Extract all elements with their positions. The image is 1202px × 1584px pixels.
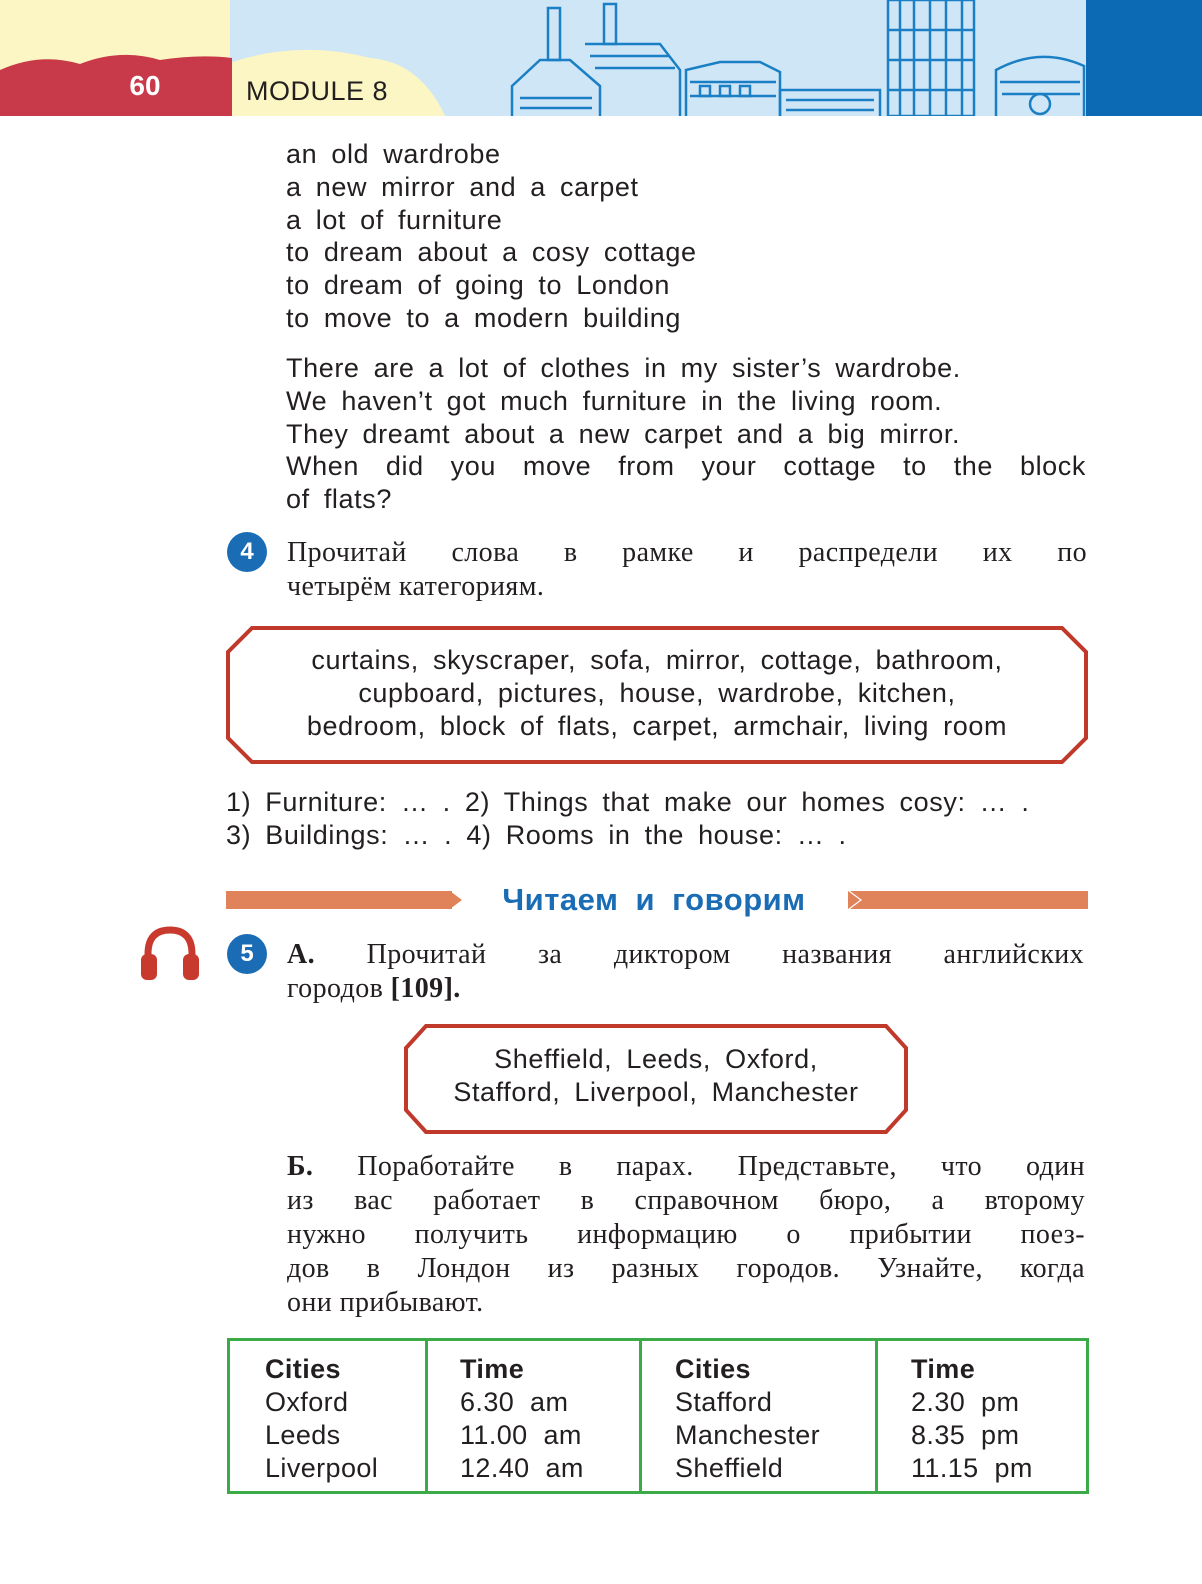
phrase-item: to dream about a cosy cottage bbox=[286, 237, 697, 268]
task5a-text: Прочитай за диктором названия английских bbox=[366, 939, 1084, 970]
word-box-line: bedroom, block of flats, carpet, armchair, living room bbox=[306, 710, 1008, 741]
cities-box bbox=[404, 1024, 908, 1134]
task4-instruction bbox=[287, 536, 1087, 604]
table-cell: Stafford bbox=[675, 1387, 773, 1417]
task5b-label: Б. bbox=[287, 1151, 314, 1182]
module-label: MODULE 8 bbox=[246, 76, 389, 106]
table-cell: 12.40 am bbox=[460, 1453, 584, 1483]
sentence-line: We haven’t got much furniture in the living room. bbox=[286, 385, 943, 416]
column-header: Cities bbox=[265, 1354, 341, 1384]
table-column-cities bbox=[642, 1341, 878, 1491]
task5b-text: Поработайте в парах. Представьте, что один bbox=[357, 1151, 1085, 1182]
phrase-list bbox=[286, 138, 697, 335]
table-cell: Sheffield bbox=[675, 1453, 784, 1483]
word-box-text bbox=[226, 644, 1088, 742]
audio-track-ref: [109]. bbox=[390, 973, 461, 1004]
table-cell: Oxford bbox=[265, 1387, 349, 1417]
header-illustration bbox=[0, 0, 1202, 116]
task5b-line: из вас работает в справочном бюро, а второму bbox=[287, 1185, 1085, 1216]
task5a-line1 bbox=[287, 938, 1084, 972]
column-header: Time bbox=[911, 1354, 976, 1384]
phrase-item: an old wardrobe bbox=[286, 139, 501, 169]
table-cell: 8.35 pm bbox=[911, 1420, 1020, 1450]
page-header bbox=[0, 0, 1202, 116]
column-header: Time bbox=[460, 1354, 525, 1384]
category-line: 3) Buildings: … . 4) Rooms in the house: … . bbox=[226, 820, 847, 850]
example-sentences bbox=[286, 352, 1086, 516]
table-cell: 11.00 am bbox=[460, 1420, 582, 1450]
task5b-line bbox=[287, 1150, 1085, 1184]
sentence-line: They dreamt about a new carpet and a big mirror. bbox=[286, 418, 961, 449]
page-number: 60 bbox=[129, 70, 161, 101]
category-line: 1) Furniture: … . 2) Things that make our homes cosy: … . bbox=[226, 787, 1030, 817]
task5a-instruction bbox=[287, 938, 1084, 1006]
phrase-item: a new mirror and a carpet bbox=[286, 171, 639, 202]
arrivals-table bbox=[227, 1338, 1089, 1494]
cities-box-line: Sheffield, Leeds, Oxford, bbox=[494, 1044, 818, 1074]
word-box-line: curtains, skyscraper, sofa, mirror, cottage, bathroom, bbox=[311, 645, 1003, 675]
task4-line2: четырём категориям. bbox=[287, 571, 545, 602]
task5a-label: А. bbox=[287, 939, 316, 970]
sentence-line: There are a lot of clothes in my sister’s wardrobe. bbox=[286, 353, 961, 383]
table-cell: Leeds bbox=[265, 1420, 341, 1450]
word-box bbox=[226, 626, 1088, 764]
task-number-badge: 5 bbox=[227, 934, 267, 974]
column-header: Cities bbox=[675, 1354, 751, 1384]
category-list bbox=[226, 786, 1088, 852]
table-cell: 11.15 pm bbox=[911, 1453, 1033, 1483]
phrase-item: to dream of going to London bbox=[286, 270, 670, 301]
cities-box-text bbox=[404, 1043, 908, 1109]
phrase-item: a lot of furniture bbox=[286, 204, 503, 235]
task5a-line2 bbox=[287, 972, 1084, 1006]
section-title: Читаем и говорим bbox=[502, 882, 806, 917]
word-box-line: cupboard, pictures, house, wardrobe, kitchen, bbox=[358, 677, 956, 708]
table-column-time bbox=[878, 1341, 1086, 1491]
task5a-text2: городов bbox=[287, 973, 384, 1004]
task5b-instruction bbox=[287, 1150, 1085, 1320]
task5b-line: они прибывают. bbox=[287, 1287, 484, 1318]
task5b-line: дов в Лондон из разных городов. Узнайте, когда bbox=[287, 1253, 1085, 1284]
table-column-time bbox=[428, 1341, 642, 1491]
table-cell: Liverpool bbox=[265, 1453, 379, 1483]
headphones-icon bbox=[140, 924, 200, 982]
task-number-badge: 4 bbox=[227, 532, 267, 572]
sentence-line: of flats? bbox=[286, 484, 392, 515]
sentence-line: When did you move from your cottage to the block bbox=[286, 451, 1086, 482]
phrase-item: to move to a modern building bbox=[286, 302, 682, 333]
cities-box-line: Stafford, Liverpool, Manchester bbox=[453, 1076, 859, 1107]
task5b-line: нужно получить информацию о прибытии поез- bbox=[287, 1219, 1085, 1250]
table-cell: 2.30 pm bbox=[911, 1387, 1020, 1417]
table-column-cities bbox=[230, 1341, 428, 1491]
table-cell: Manchester bbox=[675, 1420, 821, 1450]
task4-line1: Прочитай слова в рамке и распредели их по bbox=[287, 537, 1087, 568]
table-cell: 6.30 am bbox=[460, 1387, 569, 1417]
